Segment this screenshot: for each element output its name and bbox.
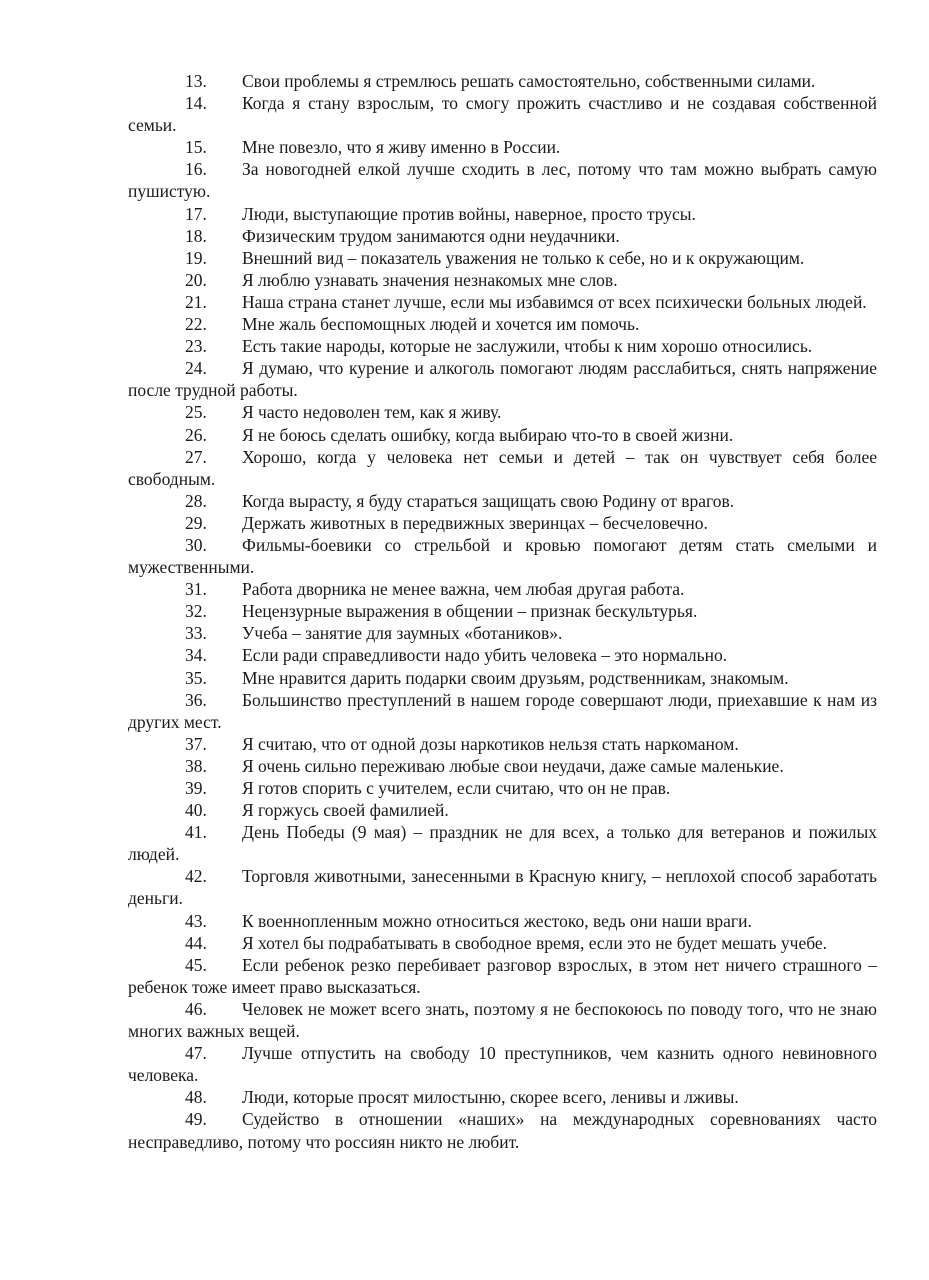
item-text: Я готов спорить с учителем, если считаю, что он не прав.	[242, 778, 671, 798]
list-item	[128, 490, 877, 512]
list-item	[128, 733, 877, 755]
item-number: 33.	[185, 623, 207, 644]
item-text: Работа дворника не менее важна, чем любая другая работа.	[242, 579, 685, 600]
item-text: Наша страна станет лучше, если мы избавимся от всех психически больных людей.	[242, 291, 867, 312]
item-number: 27.	[185, 446, 207, 467]
list-item	[128, 291, 877, 313]
item-text: Фильмы-боевики со стрельбой и кровью помогают детям стать смелыми и мужественными.	[128, 534, 877, 578]
item-text: К военнопленным можно относиться жестоко, ведь они наши враги.	[242, 910, 752, 931]
item-text: Если ради справедливости надо убить человека – это нормально.	[242, 645, 728, 666]
list-item	[128, 799, 877, 821]
list-item	[128, 401, 877, 423]
list-item	[128, 203, 877, 225]
item-number: 14.	[185, 93, 207, 114]
list-item	[128, 689, 877, 733]
item-text: День Победы (9 мая) – праздник не для всех, а только для ветеранов и пожилых людей.	[128, 822, 877, 865]
item-text: Нецензурные выражения в общении – признак бескультурья.	[242, 601, 698, 622]
item-text: Когда вырасту, я буду стараться защищать свою Родину от врагов.	[242, 490, 735, 511]
item-number: 38.	[185, 755, 207, 776]
item-number: 24.	[185, 358, 207, 379]
item-text: Человек не может всего знать, поэтому я не беспокоюсь по поводу того, что не знаю многих важных вещей.	[128, 998, 877, 1042]
item-number: 49.	[185, 1109, 207, 1130]
item-text: Люди, выступающие против войны, наверное, просто трусы.	[242, 203, 696, 224]
list-item	[128, 998, 877, 1042]
item-number: 30.	[185, 534, 207, 555]
item-text: Хорошо, когда у человека нет семьи и детей – так он чувствует себя более свободным.	[128, 446, 877, 489]
item-text: Торговля животными, занесенными в Красную книгу, – неплохой способ заработать деньги.	[128, 866, 877, 909]
list-item	[128, 512, 877, 534]
list-item	[128, 954, 877, 998]
list-item	[128, 357, 877, 401]
item-text: Лучше отпустить на свободу 10 преступников, чем казнить одного невиновного человека.	[128, 1043, 877, 1086]
list-item	[128, 225, 877, 247]
item-number: 13.	[185, 71, 207, 91]
item-number: 19.	[185, 247, 207, 268]
item-number: 34.	[185, 645, 207, 666]
list-item	[128, 534, 877, 578]
item-text: Большинство преступлений в нашем городе совершают люди, приехавшие к нам из других мест.	[128, 689, 877, 732]
list-item	[128, 865, 877, 909]
item-number: 37.	[185, 733, 207, 754]
list-item	[128, 1108, 877, 1152]
item-number: 20.	[185, 269, 207, 290]
item-text: Судейство в отношении «наших» на международных соревнованиях часто несправедливо, потому что россиян никто не любит.	[128, 1109, 877, 1152]
list-item	[128, 578, 877, 600]
list-item	[128, 932, 877, 954]
list-item	[128, 910, 877, 932]
item-number: 44.	[185, 932, 207, 953]
item-number: 23.	[185, 336, 207, 357]
item-number: 40.	[185, 800, 207, 821]
item-text: Я часто недоволен тем, как я живу.	[242, 402, 502, 423]
item-text: Есть такие народы, которые не заслужили, чтобы к ним хорошо относились.	[242, 336, 813, 357]
item-number: 39.	[185, 778, 207, 798]
item-number: 46.	[185, 998, 207, 1019]
item-text: Я считаю, что от одной дозы наркотиков нельзя стать наркоманом.	[242, 733, 739, 754]
item-number: 41.	[185, 822, 207, 843]
list-item	[128, 313, 877, 335]
list-item	[128, 335, 877, 357]
list-item	[128, 600, 877, 622]
list-item	[128, 777, 877, 799]
item-text: Я не боюсь сделать ошибку, когда выбираю что-то в своей жизни.	[242, 424, 734, 445]
item-number: 18.	[185, 225, 207, 246]
item-number: 36.	[185, 689, 207, 710]
item-number: 17.	[185, 203, 207, 224]
list-item	[128, 424, 877, 446]
item-number: 43.	[185, 910, 207, 931]
item-text: Люди, которые просят милостыню, скорее всего, ленивы и лживы.	[242, 1087, 739, 1108]
item-number: 47.	[185, 1043, 207, 1064]
item-text: Свои проблемы я стремлюсь решать самостоятельно, собственными силами.	[242, 71, 816, 91]
item-text: Мне повезло, что я живу именно в России.	[242, 137, 561, 158]
list-item	[128, 247, 877, 269]
item-text: Учеба – занятие для заумных «ботаников».	[242, 623, 563, 644]
item-number: 45.	[185, 954, 207, 975]
item-number: 48.	[185, 1087, 207, 1108]
item-number: 16.	[185, 159, 207, 180]
item-text: Держать животных в передвижных зверинцах – бесчеловечно.	[242, 512, 708, 533]
item-number: 22.	[185, 314, 207, 335]
list-item	[128, 70, 877, 92]
item-text: Мне жаль беспомощных людей и хочется им помочь.	[242, 314, 640, 335]
item-text: Я очень сильно переживаю любые свои неудачи, даже самые маленькие.	[242, 755, 784, 776]
item-number: 28.	[185, 490, 207, 511]
list-item	[128, 92, 877, 136]
item-text: Я горжусь своей фамилией.	[242, 800, 449, 821]
list-item	[128, 667, 877, 689]
list-item	[128, 644, 877, 666]
item-text: Внешний вид – показатель уважения не только к себе, но и к окружающим.	[242, 247, 805, 268]
list-item	[128, 1042, 877, 1086]
list-item	[128, 269, 877, 291]
item-text: Физическим трудом занимаются одни неудачники.	[242, 225, 620, 246]
item-number: 29.	[185, 512, 207, 533]
item-text: Когда я стану взрослым, то смогу прожить счастливо и не создавая собственной семьи.	[128, 93, 877, 136]
item-number: 31.	[185, 579, 207, 600]
list-item	[128, 446, 877, 490]
item-number: 32.	[185, 601, 207, 622]
item-number: 26.	[185, 424, 207, 445]
item-number: 35.	[185, 667, 207, 688]
item-text: Я хотел бы подрабатывать в свободное время, если это не будет мешать учебе.	[242, 932, 828, 953]
item-text: Мне нравится дарить подарки своим друзьям, родственникам, знакомым.	[242, 667, 789, 688]
list-item	[128, 622, 877, 644]
item-number: 25.	[185, 402, 207, 423]
list-item	[128, 1086, 877, 1108]
item-text: Я думаю, что курение и алкоголь помогают людям расслабиться, снять напряжение после трудной работы.	[128, 358, 877, 401]
list-item	[128, 158, 877, 202]
item-text: Я люблю узнавать значения незнакомых мне слов.	[242, 269, 618, 290]
item-number: 15.	[185, 137, 207, 158]
item-number: 42.	[185, 866, 207, 887]
list-item	[128, 821, 877, 865]
list-item	[128, 136, 877, 158]
item-text: Если ребенок резко перебивает разговор взрослых, в этом нет ничего страшного – ребенок тоже имеет право высказаться.	[128, 954, 877, 997]
item-text: За новогодней елкой лучше сходить в лес, потому что там можно выбрать самую пушистую.	[128, 159, 877, 202]
list-item	[128, 755, 877, 777]
item-number: 21.	[185, 291, 207, 312]
questionnaire-list	[128, 70, 877, 1153]
